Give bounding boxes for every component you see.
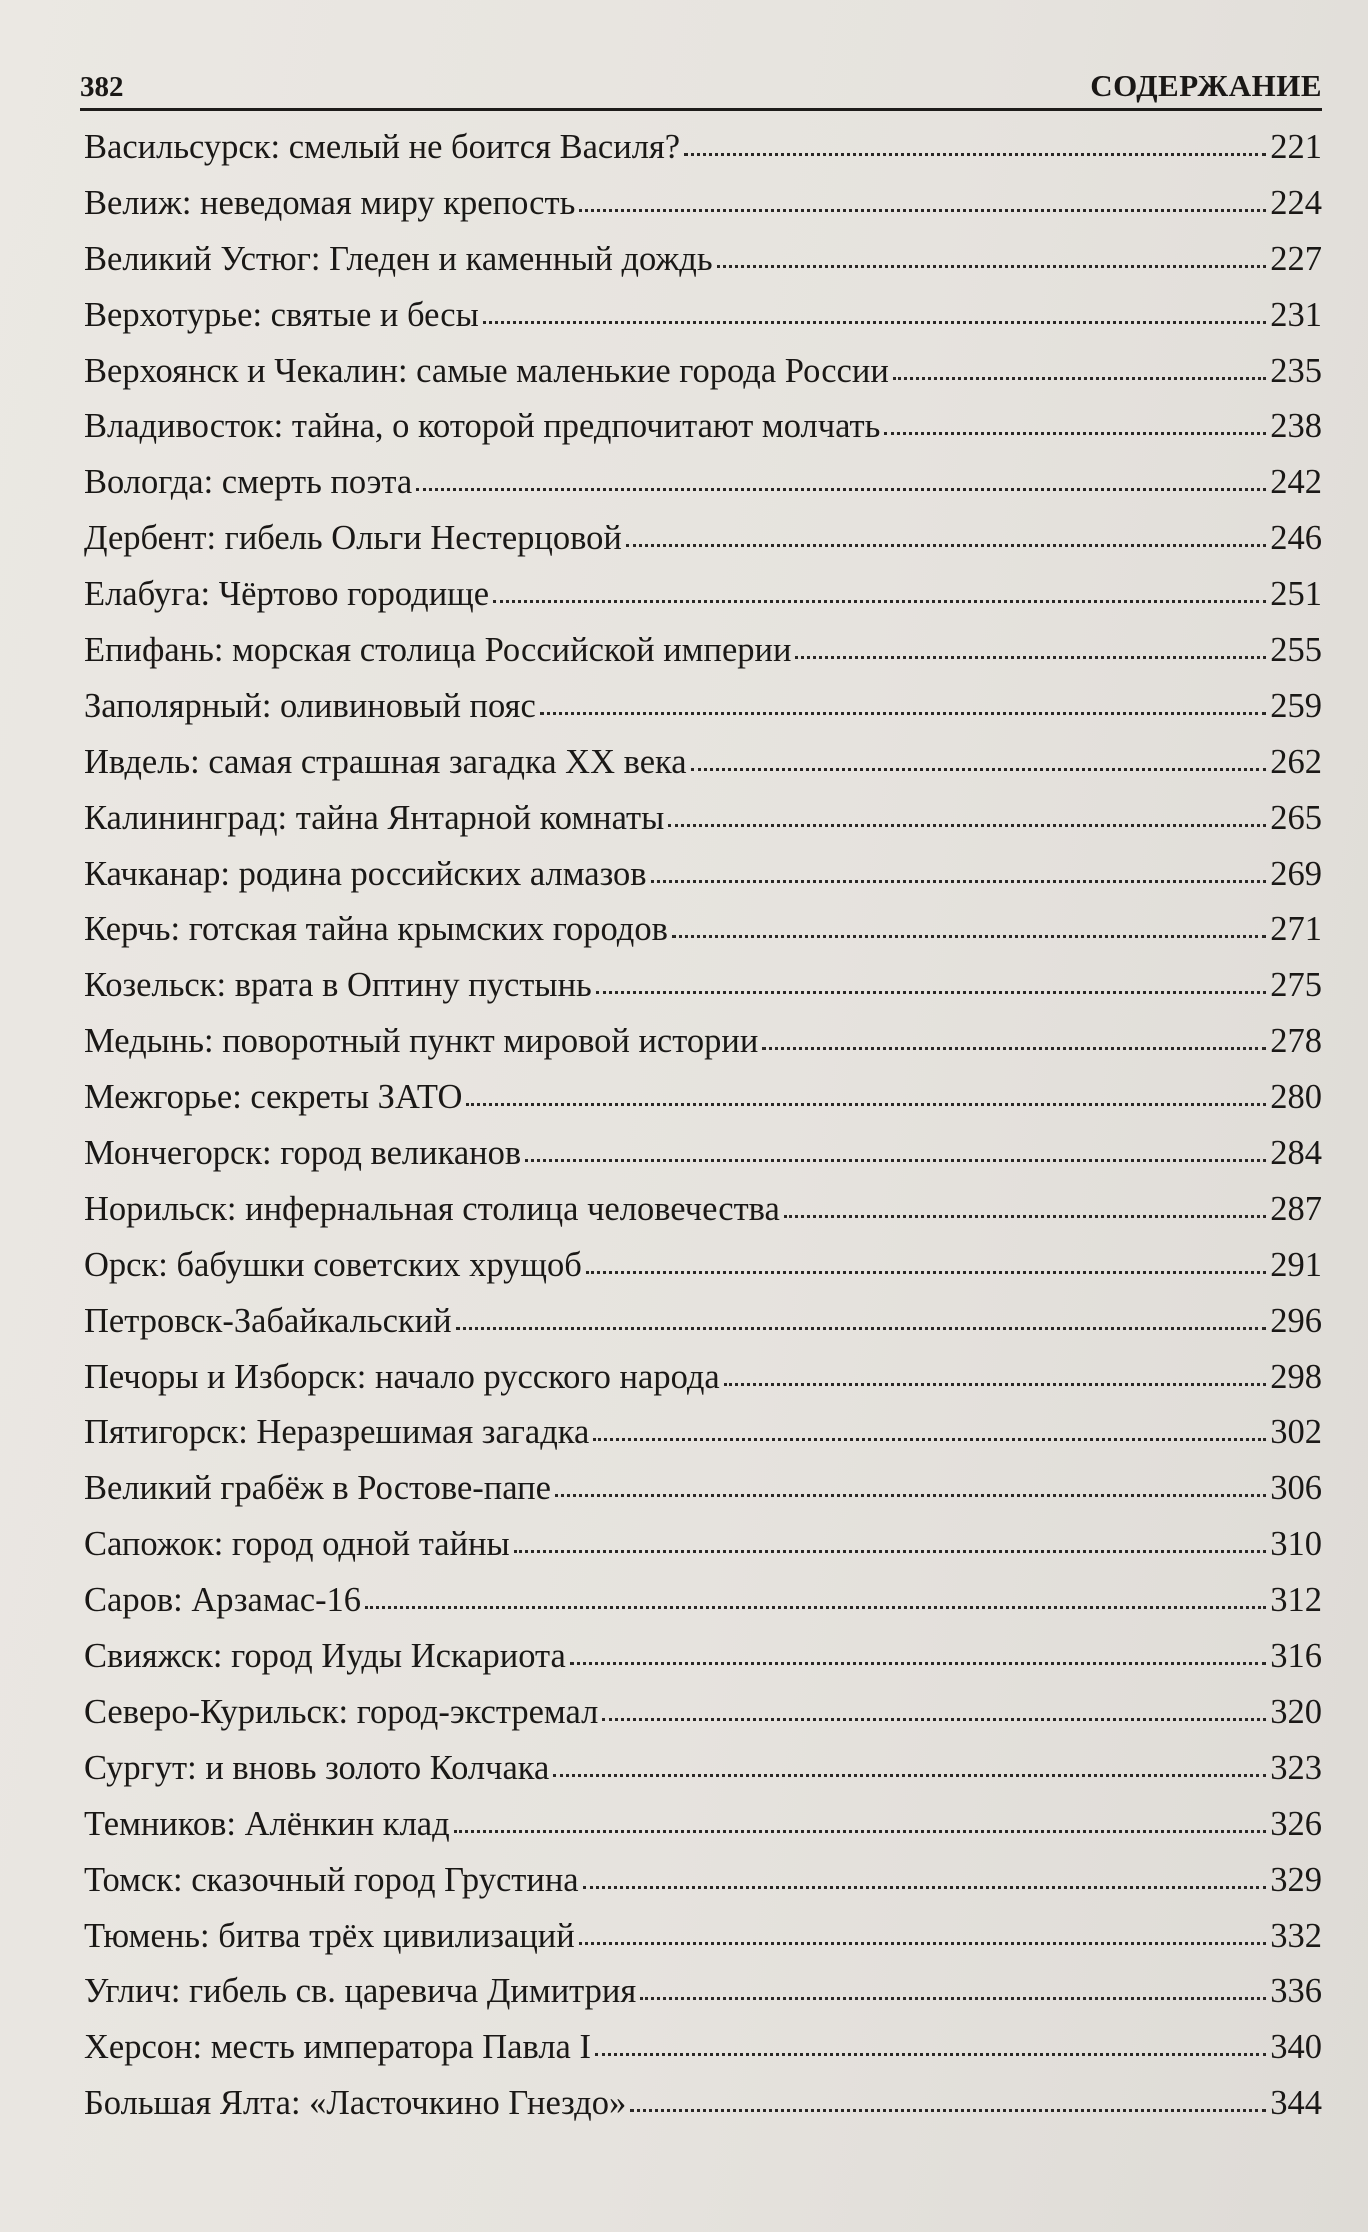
toc-entry-page: 344 <box>1270 2084 1322 2123</box>
toc-entry <box>84 1190 1322 1246</box>
toc-entry <box>84 184 1322 240</box>
toc-entry-title: Сапожок: город одной тайны <box>84 1525 510 1564</box>
toc-entry <box>84 1693 1322 1749</box>
toc-entry-page: 255 <box>1270 631 1322 670</box>
toc-entry <box>84 463 1322 519</box>
toc-entry-title: Херсон: месть императора Павла I <box>84 2028 591 2067</box>
page-number: 382 <box>80 71 124 103</box>
toc-entry-page: 298 <box>1270 1357 1322 1396</box>
dot-leader <box>762 1047 1266 1050</box>
toc-entry-page: 336 <box>1270 1972 1322 2011</box>
dot-leader <box>555 1494 1266 1497</box>
dot-leader <box>586 1271 1266 1274</box>
toc-entry <box>84 1749 1322 1805</box>
toc-entry-title: Калининград: тайна Янтарной комнаты <box>84 798 665 837</box>
toc-entry-page: 227 <box>1270 239 1322 278</box>
toc-entry-title: Вологда: смерть поэта <box>84 463 413 502</box>
toc-entry-page: 231 <box>1270 295 1322 334</box>
toc-entry-title: Верхотурье: святые и бесы <box>84 295 479 334</box>
toc-entry <box>84 631 1322 687</box>
toc-entry-page: 259 <box>1270 686 1322 725</box>
dot-leader <box>593 1438 1266 1441</box>
toc-entry-page: 275 <box>1270 966 1322 1005</box>
dot-leader <box>596 991 1266 994</box>
toc-entry-title: Печоры и Изборск: начало русского народа <box>84 1357 720 1396</box>
toc-entry-title: Великий грабёж в Ростове-папе <box>84 1469 551 1508</box>
dot-leader <box>893 377 1266 380</box>
toc-entry-page: 332 <box>1270 1916 1322 1955</box>
toc-entry <box>84 743 1322 799</box>
dot-leader <box>668 824 1266 827</box>
running-head: СОДЕРЖАНИЕ <box>1090 68 1322 103</box>
toc-entry-title: Качканар: родина российских алмазов <box>84 854 647 893</box>
toc-entry-page: 238 <box>1270 407 1322 446</box>
dot-leader <box>651 880 1267 883</box>
toc-entry-page: 310 <box>1270 1525 1322 1564</box>
dot-leader <box>784 1215 1266 1218</box>
dot-leader <box>630 2109 1266 2112</box>
toc-entry-page: 271 <box>1270 910 1322 949</box>
toc-entry-title: Заполярный: оливиновый пояс <box>84 686 536 725</box>
toc-entry <box>84 1525 1322 1581</box>
toc-entry-title: Козельск: врата в Оптину пустынь <box>84 966 592 1005</box>
toc-entry <box>84 1581 1322 1637</box>
toc-entry-title: Верхоянск и Чекалин: самые маленькие города России <box>84 351 889 390</box>
dot-leader <box>595 2053 1266 2056</box>
dot-leader <box>884 432 1266 435</box>
dot-leader <box>525 1159 1266 1162</box>
toc-entry-page: 265 <box>1270 798 1322 837</box>
toc-entry-page: 224 <box>1270 183 1322 222</box>
dot-leader <box>684 153 1266 156</box>
toc-entry-title: Петровск-Забайкальский <box>84 1301 452 1340</box>
dot-leader <box>416 488 1266 491</box>
toc-entry-page: 329 <box>1270 1860 1322 1899</box>
toc-entry-page: 221 <box>1270 128 1322 166</box>
toc-entry-title: Васильсурск: смелый не боится Василя? <box>84 128 681 166</box>
toc-entry <box>84 296 1322 352</box>
toc-entry-title: Большая Ялта: «Ласточкино Гнездо» <box>84 2084 627 2123</box>
dot-leader <box>570 1662 1266 1665</box>
toc-entry-page: 246 <box>1270 519 1322 558</box>
dot-leader <box>540 712 1266 715</box>
toc-entry <box>84 687 1322 743</box>
toc-entry-title: Томск: сказочный город Грустина <box>84 1860 579 1899</box>
toc-entry <box>84 352 1322 408</box>
toc-entry <box>84 1134 1322 1190</box>
toc-entry-title: Темников: Алёнкин клад <box>84 1804 450 1843</box>
toc-entry <box>84 519 1322 575</box>
dot-leader <box>454 1830 1267 1833</box>
toc-entry <box>84 1861 1322 1917</box>
dot-leader <box>466 1103 1266 1106</box>
dot-leader <box>456 1327 1267 1330</box>
dot-leader <box>483 321 1267 324</box>
toc-entry <box>84 1302 1322 1358</box>
dot-leader <box>602 1718 1266 1721</box>
toc-entry <box>84 1972 1322 2028</box>
toc-entry-title: Владивосток: тайна, о которой предпочитают молчать <box>84 407 881 446</box>
toc-entry-page: 291 <box>1270 1245 1322 1284</box>
toc-entry-page: 242 <box>1270 463 1322 502</box>
toc-entry-page: 340 <box>1270 2028 1322 2067</box>
toc-entry <box>84 1078 1322 1134</box>
toc-entry <box>84 407 1322 463</box>
toc-entry-page: 280 <box>1270 1078 1322 1117</box>
toc-entry <box>84 2028 1322 2084</box>
toc-entry-page: 278 <box>1270 1022 1322 1061</box>
toc-entry-title: Орск: бабушки советских хрущоб <box>84 1245 582 1284</box>
toc-entry-page: 320 <box>1270 1692 1322 1731</box>
dot-leader <box>795 656 1266 659</box>
toc-entry <box>84 2084 1322 2140</box>
toc-entry <box>84 855 1322 911</box>
page-header <box>80 44 1322 111</box>
toc-entry-page: 284 <box>1270 1134 1322 1173</box>
toc-entry <box>84 1358 1322 1414</box>
toc-entry <box>84 1022 1322 1078</box>
toc-entry <box>84 910 1322 966</box>
toc-entry-title: Норильск: инфернальная столица человечества <box>84 1189 780 1228</box>
toc-entry <box>84 1637 1322 1693</box>
dot-leader <box>672 935 1266 938</box>
toc-entry-title: Северо-Курильск: город-экстремал <box>84 1692 599 1731</box>
dot-leader <box>493 600 1266 603</box>
toc-entry-title: Межгорье: секреты ЗАТО <box>84 1078 463 1117</box>
dot-leader <box>640 1997 1266 2000</box>
dot-leader <box>626 544 1266 547</box>
toc-entry-page: 269 <box>1270 854 1322 893</box>
toc-entry-page: 296 <box>1270 1301 1322 1340</box>
toc-entry-page: 323 <box>1270 1748 1322 1787</box>
toc-entry <box>84 799 1322 855</box>
table-of-contents <box>84 128 1322 2140</box>
toc-entry-title: Ивдель: самая страшная загадка XX века <box>84 742 687 781</box>
toc-entry-title: Епифань: морская столица Российской империи <box>84 631 792 670</box>
toc-entry-title: Пятигорск: Неразрешимая загадка <box>84 1413 590 1452</box>
toc-entry-page: 306 <box>1270 1469 1322 1508</box>
toc-entry-title: Елабуга: Чёртово городище <box>84 575 490 614</box>
toc-entry-title: Саров: Арзамас-16 <box>84 1581 362 1620</box>
toc-entry-title: Мончегорск: город великанов <box>84 1134 522 1173</box>
toc-entry <box>84 240 1322 296</box>
toc-entry <box>84 1246 1322 1302</box>
toc-entry-page: 235 <box>1270 351 1322 390</box>
toc-entry-title: Велиж: неведомая миру крепость <box>84 183 576 222</box>
dot-leader <box>514 1550 1267 1553</box>
toc-entry-title: Керчь: готская тайна крымских городов <box>84 910 668 949</box>
dot-leader <box>691 768 1267 771</box>
toc-entry-title: Дербент: гибель Ольги Нестерцовой <box>84 519 622 558</box>
dot-leader <box>365 1606 1266 1609</box>
toc-entry-page: 262 <box>1270 742 1322 781</box>
toc-entry-title: Углич: гибель св. царевича Димитрия <box>84 1972 637 2011</box>
toc-entry-page: 302 <box>1270 1413 1322 1452</box>
toc-entry-title: Тюмень: битва трёх цивилизаций <box>84 1916 575 1955</box>
toc-entry-title: Свияжск: город Иуды Искариота <box>84 1637 566 1676</box>
toc-entry <box>84 1917 1322 1973</box>
toc-entry-title: Великий Устюг: Гледен и каменный дождь <box>84 239 713 278</box>
dot-leader <box>724 1383 1267 1386</box>
toc-entry <box>84 1413 1322 1469</box>
dot-leader <box>583 1886 1267 1889</box>
toc-entry <box>84 128 1322 184</box>
toc-entry-page: 316 <box>1270 1637 1322 1676</box>
toc-entry-page: 326 <box>1270 1804 1322 1843</box>
toc-entry-page: 312 <box>1270 1581 1322 1620</box>
toc-entry-title: Сургут: и вновь золото Колчака <box>84 1748 550 1787</box>
dot-leader <box>579 1942 1267 1945</box>
toc-entry-title: Медынь: поворотный пункт мировой истории <box>84 1022 759 1061</box>
toc-entry <box>84 1805 1322 1861</box>
toc-entry <box>84 966 1322 1022</box>
toc-entry-page: 251 <box>1270 575 1322 614</box>
toc-entry <box>84 1469 1322 1525</box>
dot-leader <box>717 265 1267 268</box>
toc-entry-page: 287 <box>1270 1189 1322 1228</box>
toc-entry <box>84 575 1322 631</box>
dot-leader <box>579 209 1266 212</box>
dot-leader <box>553 1774 1266 1777</box>
